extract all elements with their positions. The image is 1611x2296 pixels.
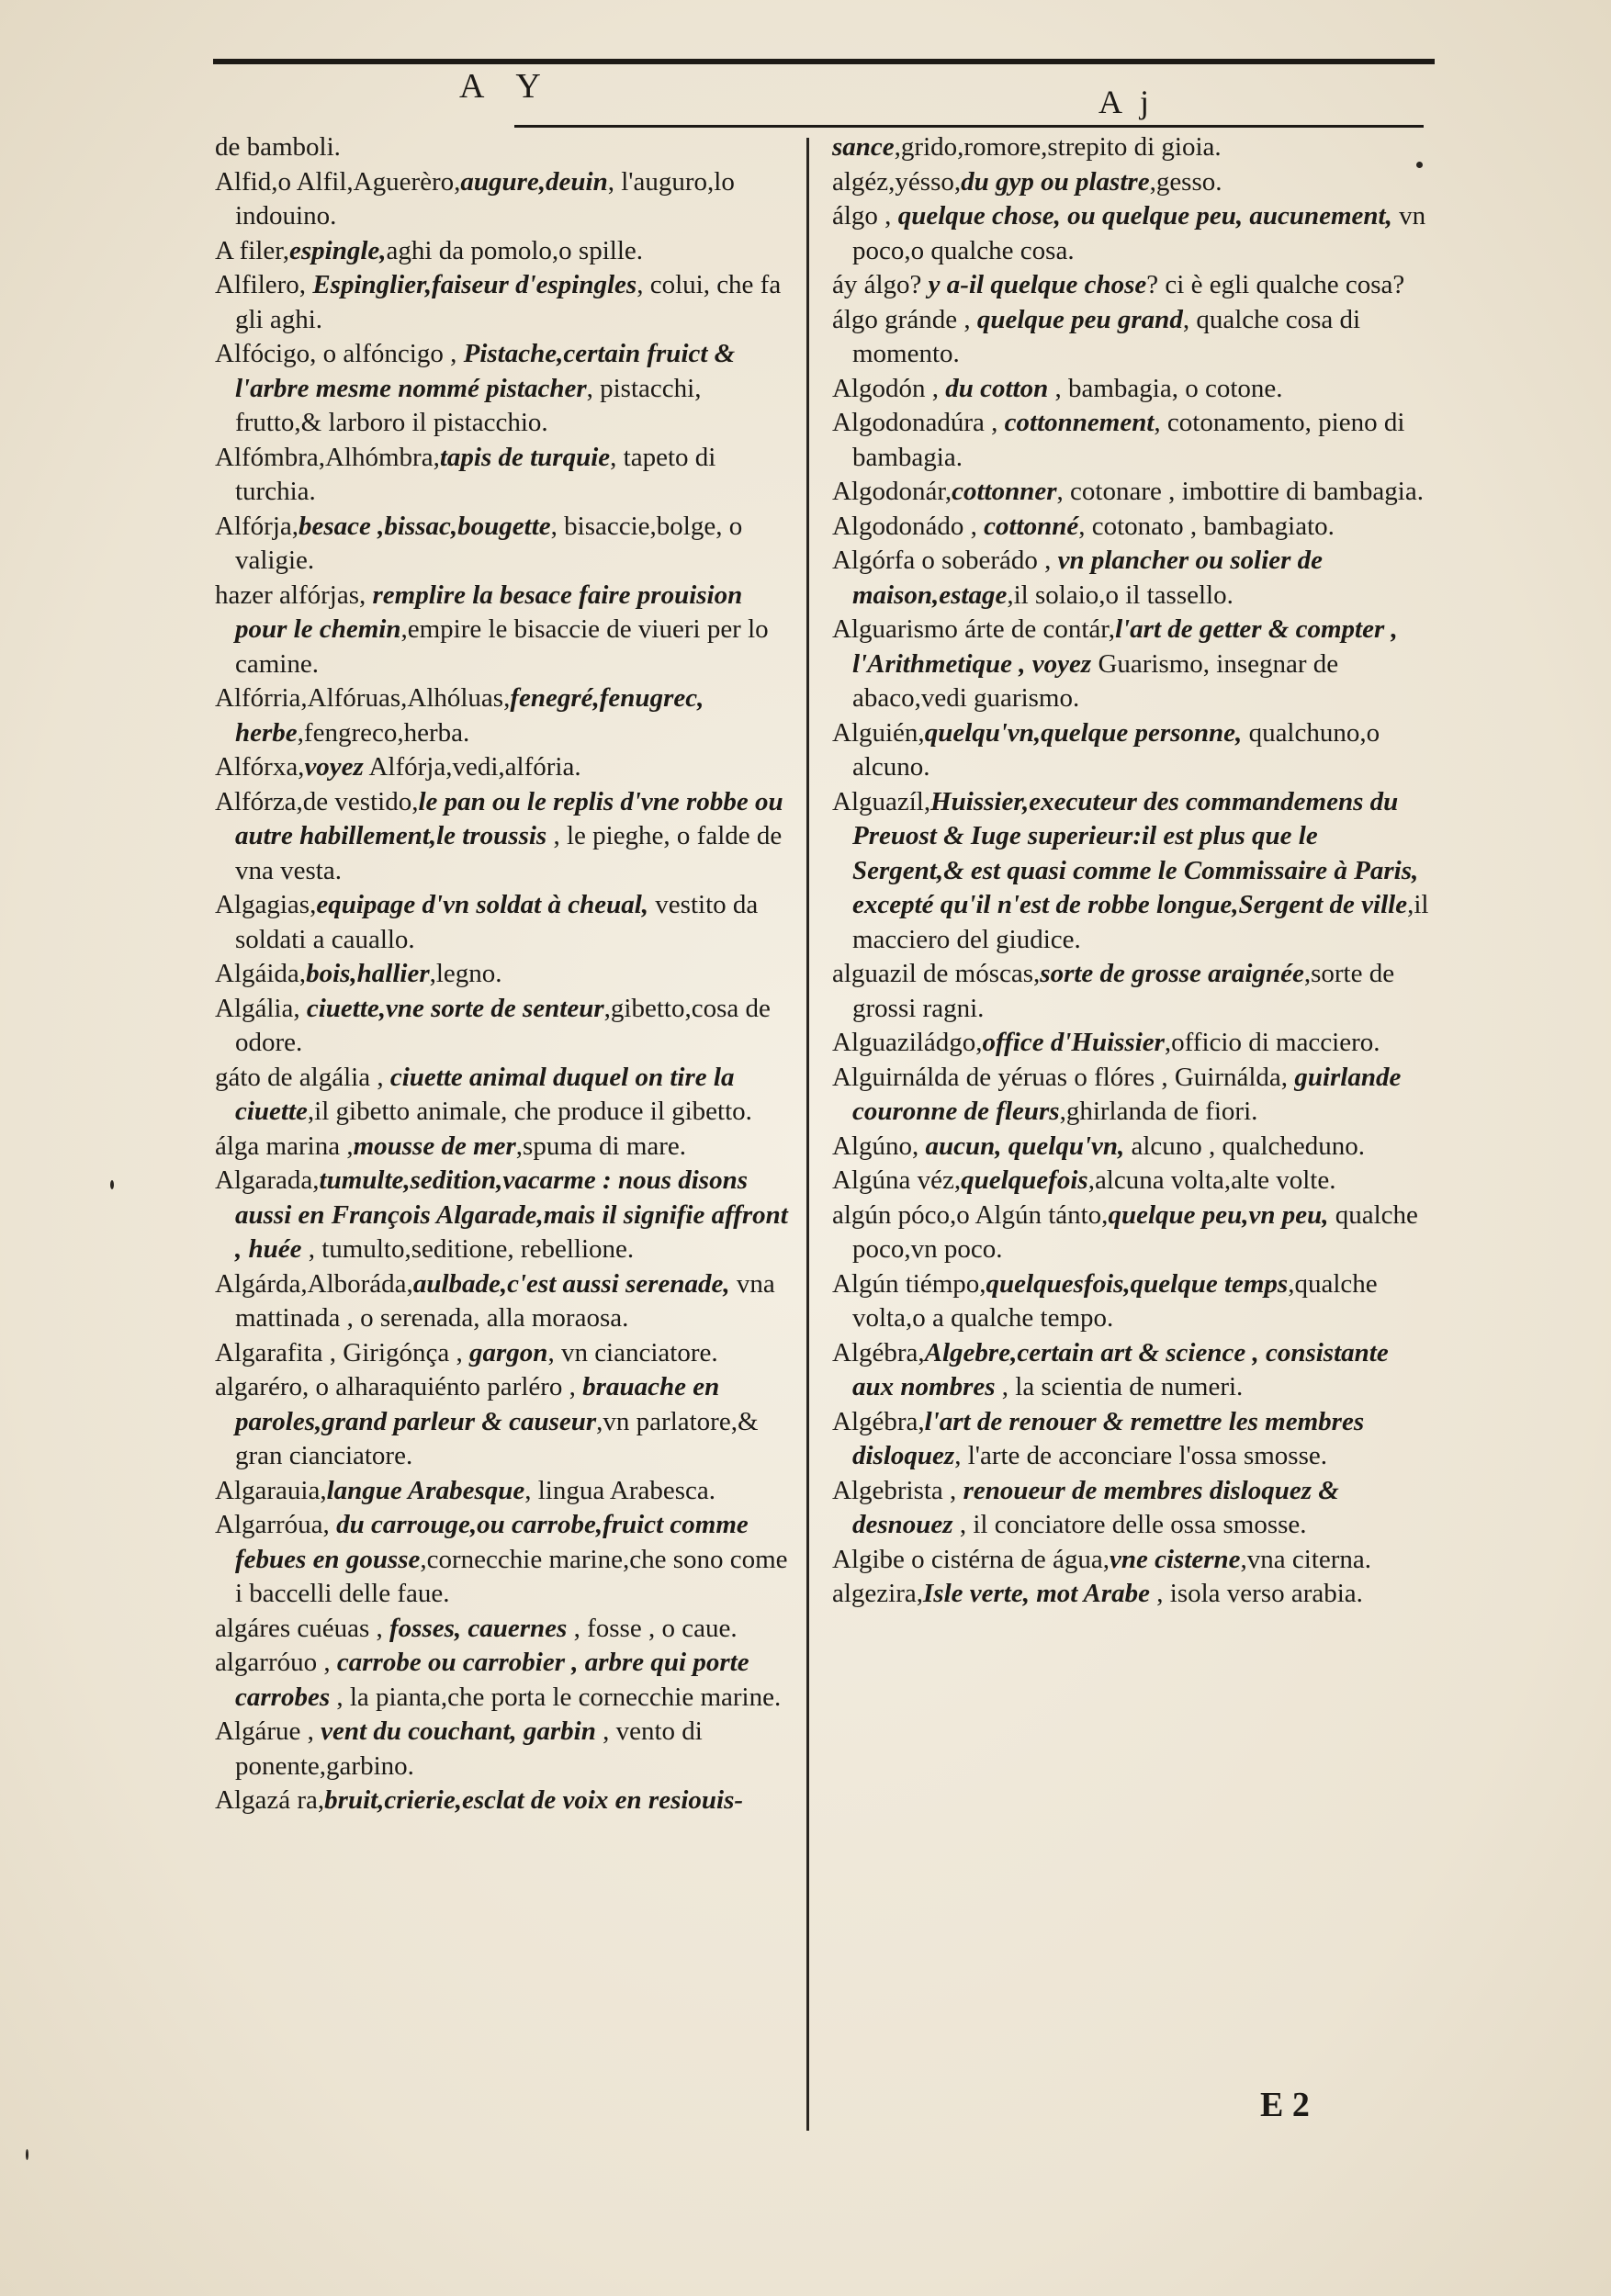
dictionary-entry bbox=[209, 681, 788, 750]
french-gloss: aulbade,c'est aussi serenade, bbox=[412, 1268, 730, 1299]
headword: algáres cuéuas , bbox=[215, 1613, 390, 1643]
italian-gloss: ,fengreco,herba. bbox=[297, 717, 470, 748]
running-header-right: A j bbox=[1098, 84, 1155, 120]
italian-gloss: , cotonamento, pieno di bambagia. bbox=[852, 408, 1405, 472]
dictionary-entry bbox=[827, 1061, 1433, 1130]
french-gloss: besace ,bissac,bougette bbox=[299, 511, 551, 541]
dictionary-entry bbox=[209, 1336, 788, 1371]
headword: alguazil de móscas, bbox=[832, 959, 1041, 988]
italian-gloss: ,legno. bbox=[429, 959, 502, 988]
italian-gloss: ,il gibetto animale, che produce il gibetto. bbox=[307, 1097, 752, 1126]
headword: algéz,yésso, bbox=[832, 166, 962, 197]
dictionary-entry bbox=[209, 579, 788, 682]
french-gloss: du carrouge,ou carrobe,fruict comme febues en gousse bbox=[235, 1510, 749, 1574]
french-gloss: quelque chose, ou quelque peu, aucunement, bbox=[897, 201, 1392, 231]
french-gloss: sance bbox=[832, 132, 895, 162]
french-gloss: sorte de grosse araignée bbox=[1040, 959, 1304, 988]
french-gloss: cottonnement bbox=[1004, 408, 1155, 437]
french-gloss: du gyp ou plastre bbox=[961, 166, 1150, 197]
french-gloss: quelquesfois,quelque temps bbox=[986, 1268, 1289, 1299]
left-column bbox=[209, 130, 788, 1818]
french-gloss: voyez bbox=[304, 752, 364, 782]
dictionary-entry bbox=[827, 1130, 1433, 1165]
italian-gloss: , le pieghe, o falde de vna vesta. bbox=[235, 821, 783, 885]
dictionary-entry bbox=[827, 1199, 1433, 1267]
dictionary-entry bbox=[209, 888, 788, 957]
italian-gloss: , la scientia de numeri. bbox=[995, 1372, 1244, 1401]
french-gloss: tumulte,sedition,vacarme : nous disons aussi en François Algarade,mais il signifie affront , huée bbox=[235, 1165, 788, 1264]
headword: Algarauia, bbox=[215, 1475, 327, 1505]
italian-gloss: ,il macciero del giudice. bbox=[852, 890, 1429, 954]
french-gloss: renoueur de membres disloquez & desnouez bbox=[852, 1475, 1339, 1539]
headword: Alfómbra,Alhómbra, bbox=[215, 442, 440, 472]
headword: Alguazíl, bbox=[832, 786, 931, 816]
headword: Algébra, bbox=[832, 1406, 925, 1436]
french-gloss: augure,deuin bbox=[460, 166, 608, 197]
headword: Algún tiémpo, bbox=[832, 1268, 986, 1299]
italian-gloss: , cotonare , imbottire di bambagia. bbox=[1056, 477, 1424, 506]
french-gloss: quelque peu grand bbox=[976, 304, 1183, 334]
italian-gloss: vestito da soldati a cauallo. bbox=[235, 890, 759, 954]
dictionary-entry bbox=[827, 406, 1433, 475]
italian-gloss: , qualche cosa di momento. bbox=[852, 304, 1361, 368]
italian-gloss: ,gesso. bbox=[1149, 166, 1222, 197]
headword: Algúna véz, bbox=[832, 1165, 962, 1195]
headword: Algodonadúra , bbox=[832, 408, 1005, 437]
dictionary-entry bbox=[209, 957, 788, 992]
italian-gloss: ,qualche volta,o a qualche tempo. bbox=[852, 1268, 1378, 1333]
french-gloss: quelqu'vn,quelque personne, bbox=[924, 717, 1243, 748]
headword: Algárue , bbox=[215, 1716, 321, 1746]
dictionary-entry bbox=[209, 1508, 788, 1612]
dictionary-entry bbox=[209, 1267, 788, 1336]
italian-gloss: Alfórja,vedi,alfória. bbox=[363, 752, 581, 782]
french-gloss: y a-il quelque chose bbox=[928, 270, 1147, 299]
italian-gloss: ,alcuna volta,alte volte. bbox=[1087, 1165, 1336, 1195]
french-gloss: brauache en paroles,grand parleur & causeur bbox=[235, 1372, 720, 1436]
dictionary-entry bbox=[827, 1026, 1433, 1061]
headword: Alguarismo árte de contár, bbox=[832, 614, 1116, 644]
french-gloss: mousse de mer bbox=[353, 1131, 516, 1161]
italian-gloss: , bisaccie,bolge, o valigie. bbox=[235, 511, 743, 575]
italian-gloss: , lingua Arabesca. bbox=[524, 1475, 716, 1505]
running-header-left: A Y bbox=[459, 67, 554, 106]
french-gloss: carrobe ou carrobier , arbre qui porte carrobes bbox=[235, 1648, 749, 1712]
french-gloss: ciuette animal duquel on tire la ciuette bbox=[235, 1062, 735, 1126]
headword: Algúno, bbox=[832, 1131, 926, 1161]
headword: algaréro, o alharaquiénto parléro , bbox=[215, 1372, 583, 1401]
dictionary-entry bbox=[209, 1130, 788, 1165]
dictionary-entry bbox=[827, 544, 1433, 613]
italian-gloss: ,sorte de grossi ragni. bbox=[852, 959, 1395, 1023]
dictionary-entry bbox=[209, 234, 788, 269]
french-gloss: Algebre,certain art & science , consistante aux nombres bbox=[852, 1337, 1389, 1401]
dictionary-entry bbox=[209, 750, 788, 785]
italian-gloss: ,officio di macciero. bbox=[1164, 1028, 1380, 1057]
italian-gloss: ,il solaio,o il tassello. bbox=[1007, 580, 1234, 610]
french-gloss: Espinglier,faiseur d'espingles bbox=[312, 270, 637, 299]
headword: Alguirnálda de yéruas o flóres , Guirnálda, bbox=[832, 1062, 1295, 1092]
french-gloss: equipage d'vn soldat à cheual, bbox=[316, 890, 649, 919]
french-gloss: office d'Huissier bbox=[982, 1028, 1165, 1057]
dictionary-entry bbox=[827, 372, 1433, 407]
dictionary-entry bbox=[827, 268, 1433, 303]
dictionary-entry bbox=[827, 1474, 1433, 1543]
headword: Algórfa o soberádo , bbox=[832, 546, 1058, 575]
italian-gloss: ,vna citerna. bbox=[1240, 1544, 1372, 1574]
catchword: E 2 bbox=[1260, 2086, 1310, 2124]
headword: Alguién, bbox=[832, 717, 925, 748]
headword: Algazá ra, bbox=[215, 1785, 325, 1815]
french-gloss: bruit,crierie,esclat de voix en resiouis- bbox=[324, 1785, 744, 1815]
italian-gloss: aghi da pomolo,o spille. bbox=[386, 235, 644, 265]
headword: Alfórria,Alfóruas,Alhóluas, bbox=[215, 683, 511, 713]
dictionary-entry bbox=[209, 337, 788, 441]
dictionary-entry bbox=[827, 716, 1433, 785]
headword: Algébra, bbox=[832, 1337, 925, 1367]
italian-gloss: , pistacchi, frutto,& larboro il pistacchio. bbox=[235, 373, 702, 437]
dictionary-entry bbox=[827, 613, 1433, 716]
italian-gloss: , tumulto,seditione, rebellione. bbox=[301, 1234, 635, 1264]
headword: hazer alfórjas, bbox=[215, 580, 373, 610]
french-gloss: gargon bbox=[469, 1337, 548, 1367]
headword: gáto de algália , bbox=[215, 1062, 390, 1092]
dictionary-entry bbox=[827, 165, 1433, 200]
french-gloss: remplire la besace faire prouision pour le chemin bbox=[235, 580, 743, 644]
dictionary-entry bbox=[209, 268, 788, 337]
french-gloss: vne cisterne bbox=[1109, 1544, 1241, 1574]
headword: Alfócigo, o alfóncigo , bbox=[215, 339, 464, 368]
italian-gloss: , cotonato , bambagiato. bbox=[1078, 511, 1335, 541]
italian-gloss: ,gibetto,cosa de odore. bbox=[235, 993, 771, 1057]
french-gloss: Huissier,executeur des commandemens du Preuost & Iuge superieur:il est plus que le Sergent,& est quasi comme le Commissaire à Paris, excepté qu'il n'est de robbe longue,Sergent de ville bbox=[852, 786, 1419, 919]
ink-speck bbox=[1416, 162, 1423, 168]
dictionary-entry bbox=[827, 510, 1433, 545]
dictionary-entry bbox=[209, 1474, 788, 1509]
dictionary-entry bbox=[827, 1164, 1433, 1199]
italian-gloss: ,spuma di mare. bbox=[515, 1131, 687, 1161]
italian-gloss: ,grido,romore,strepito di gioia. bbox=[894, 132, 1222, 162]
dictionary-entry bbox=[827, 1405, 1433, 1474]
french-gloss: Pistache,certain fruict & l'arbre mesme nommé pistacher bbox=[235, 339, 736, 403]
column-divider bbox=[806, 138, 809, 2131]
french-gloss: guirlande couronne de fleurs bbox=[852, 1062, 1402, 1126]
italian-gloss: , tapeto di turchia. bbox=[235, 442, 716, 506]
dictionary-entry bbox=[827, 303, 1433, 372]
headword: álgo , bbox=[832, 201, 898, 231]
italian-gloss: ,ghirlanda de fiori. bbox=[1059, 1097, 1258, 1126]
dictionary-entry bbox=[209, 1164, 788, 1267]
french-gloss: l'art de getter & compter , l'Arithmetique , voyez bbox=[852, 614, 1398, 679]
french-gloss: ciuette,vne sorte de senteur bbox=[306, 993, 604, 1023]
french-gloss: Isle verte, mot Arabe bbox=[923, 1579, 1151, 1608]
headword: Alfórja, bbox=[215, 511, 299, 541]
italian-gloss: ? ci è egli qualche cosa? bbox=[1146, 270, 1405, 299]
headword: algarróuo , bbox=[215, 1648, 337, 1677]
dictionary-entry bbox=[827, 1336, 1433, 1405]
dictionary-entry bbox=[209, 1715, 788, 1784]
french-gloss: du cotton bbox=[945, 373, 1049, 403]
headword: Algáida, bbox=[215, 959, 307, 988]
italian-gloss: , bambagia, o cotone. bbox=[1048, 373, 1283, 403]
headword: Algibe o cistérna de água, bbox=[832, 1544, 1110, 1574]
headword: álga marina , bbox=[215, 1131, 354, 1161]
headword: Alfórxa, bbox=[215, 752, 305, 782]
french-gloss: espingle, bbox=[288, 235, 387, 265]
headword: Algagias, bbox=[215, 890, 317, 919]
ink-speck bbox=[26, 2149, 28, 2160]
dictionary-entry bbox=[827, 1543, 1433, 1578]
headword: Alfilero, bbox=[215, 270, 313, 299]
french-gloss: tapis de turquie bbox=[439, 442, 611, 472]
dictionary-entry bbox=[827, 1267, 1433, 1336]
italian-gloss: vna mattinada , o serenada, alla moraosa. bbox=[235, 1268, 775, 1333]
headword: Alfórza,de vestido, bbox=[215, 786, 419, 816]
italian-gloss: ,empire le bisaccie de viueri per lo camine. bbox=[235, 614, 769, 679]
headword: Algarafita , Girigónça , bbox=[215, 1337, 470, 1367]
headword: Algarróua, bbox=[215, 1510, 337, 1539]
headword: de bamboli. bbox=[215, 132, 341, 162]
french-gloss: l'art de renouer & remettre les membres disloquez bbox=[852, 1406, 1365, 1470]
french-gloss: fosses, cauernes bbox=[389, 1613, 568, 1643]
french-gloss: bois,hallier bbox=[306, 959, 430, 988]
dictionary-entry bbox=[209, 1061, 788, 1130]
italian-gloss: vn poco,o qualche cosa. bbox=[852, 201, 1426, 265]
french-gloss: langue Arabesque bbox=[326, 1475, 525, 1505]
dictionary-entry bbox=[209, 441, 788, 510]
header-rule bbox=[514, 125, 1424, 128]
italian-gloss: , colui, che fa gli aghi. bbox=[235, 270, 782, 334]
headword: algún póco,o Algún tánto, bbox=[832, 1199, 1109, 1230]
dictionary-entry bbox=[827, 1577, 1433, 1612]
top-rule bbox=[213, 59, 1435, 64]
headword: áy álgo? bbox=[832, 270, 929, 299]
headword: Algarada, bbox=[215, 1165, 320, 1195]
headword: Algodonár, bbox=[832, 477, 952, 506]
italian-gloss: qualchuno,o alcuno. bbox=[852, 717, 1380, 782]
dictionary-entry bbox=[827, 199, 1433, 268]
headword: Alguaziládgo, bbox=[832, 1028, 983, 1057]
french-gloss: quelque peu,vn peu, bbox=[1108, 1199, 1329, 1230]
italian-gloss: ,vn parlatore,& gran cianciatore. bbox=[235, 1406, 759, 1470]
headword: algezira, bbox=[832, 1579, 924, 1608]
dictionary-entry bbox=[827, 130, 1433, 165]
italian-gloss: , fosse , o caue. bbox=[567, 1613, 738, 1643]
french-gloss: cottonner bbox=[952, 477, 1057, 506]
italian-gloss: , isola verso arabia. bbox=[1150, 1579, 1363, 1608]
italian-gloss: , vento di ponente,garbino. bbox=[235, 1716, 703, 1781]
dictionary-entry bbox=[209, 1784, 788, 1818]
dictionary-entry bbox=[827, 785, 1433, 958]
headword: Alfid,o Alfil,Aguerèro, bbox=[215, 166, 461, 197]
french-gloss: quelquefois bbox=[961, 1165, 1088, 1195]
french-gloss: le pan ou le replis d'vne robbe ou autre habillement,le troussis bbox=[235, 786, 783, 850]
dictionary-entry bbox=[209, 510, 788, 579]
french-gloss: aucun, quelqu'vn, bbox=[925, 1131, 1125, 1161]
right-column bbox=[827, 130, 1433, 1612]
french-gloss: fenegré,fenugrec, herbe bbox=[235, 683, 704, 748]
dictionary-entry bbox=[209, 785, 788, 889]
italian-gloss: Guarismo, insegnar de abaco,vedi guarismo. bbox=[852, 648, 1339, 713]
italian-gloss: , il conciatore delle ossa smosse. bbox=[952, 1510, 1307, 1539]
italian-gloss: qualche poco,vn poco. bbox=[852, 1199, 1418, 1264]
headword: Algárda,Alboráda, bbox=[215, 1268, 413, 1299]
italian-gloss: , la pianta,che porta le cornecchie marine. bbox=[330, 1682, 782, 1712]
dictionary-entry bbox=[209, 992, 788, 1061]
headword: Algodón , bbox=[832, 373, 946, 403]
italian-gloss: ,cornecchie marine,che sono come i baccelli delle faue. bbox=[235, 1544, 788, 1608]
french-gloss: cottonné bbox=[984, 511, 1079, 541]
headword: Algodonádo , bbox=[832, 511, 985, 541]
dictionary-entry bbox=[209, 1612, 788, 1647]
dictionary-entry bbox=[827, 475, 1433, 510]
french-gloss: vent du couchant, garbin bbox=[321, 1716, 596, 1746]
ink-speck bbox=[110, 1180, 114, 1189]
dictionary-entry bbox=[827, 957, 1433, 1026]
headword: Algebrista , bbox=[832, 1475, 963, 1505]
dictionary-entry bbox=[209, 130, 788, 165]
italian-gloss: , l'arte de acconciare l'ossa smosse. bbox=[954, 1441, 1328, 1470]
dictionary-entry bbox=[209, 165, 788, 234]
dictionary-entry bbox=[209, 1370, 788, 1474]
italian-gloss: alcuno , qualcheduno. bbox=[1124, 1131, 1365, 1161]
french-gloss: vn plancher ou solier de maison,estage bbox=[852, 546, 1324, 610]
italian-gloss: , l'auguro,lo indouino. bbox=[235, 166, 735, 231]
italian-gloss: , vn cianciatore. bbox=[547, 1337, 718, 1367]
headword: A filer, bbox=[215, 235, 289, 265]
headword: Algália, bbox=[215, 993, 307, 1023]
headword: álgo gránde , bbox=[832, 304, 977, 334]
dictionary-entry bbox=[209, 1646, 788, 1715]
